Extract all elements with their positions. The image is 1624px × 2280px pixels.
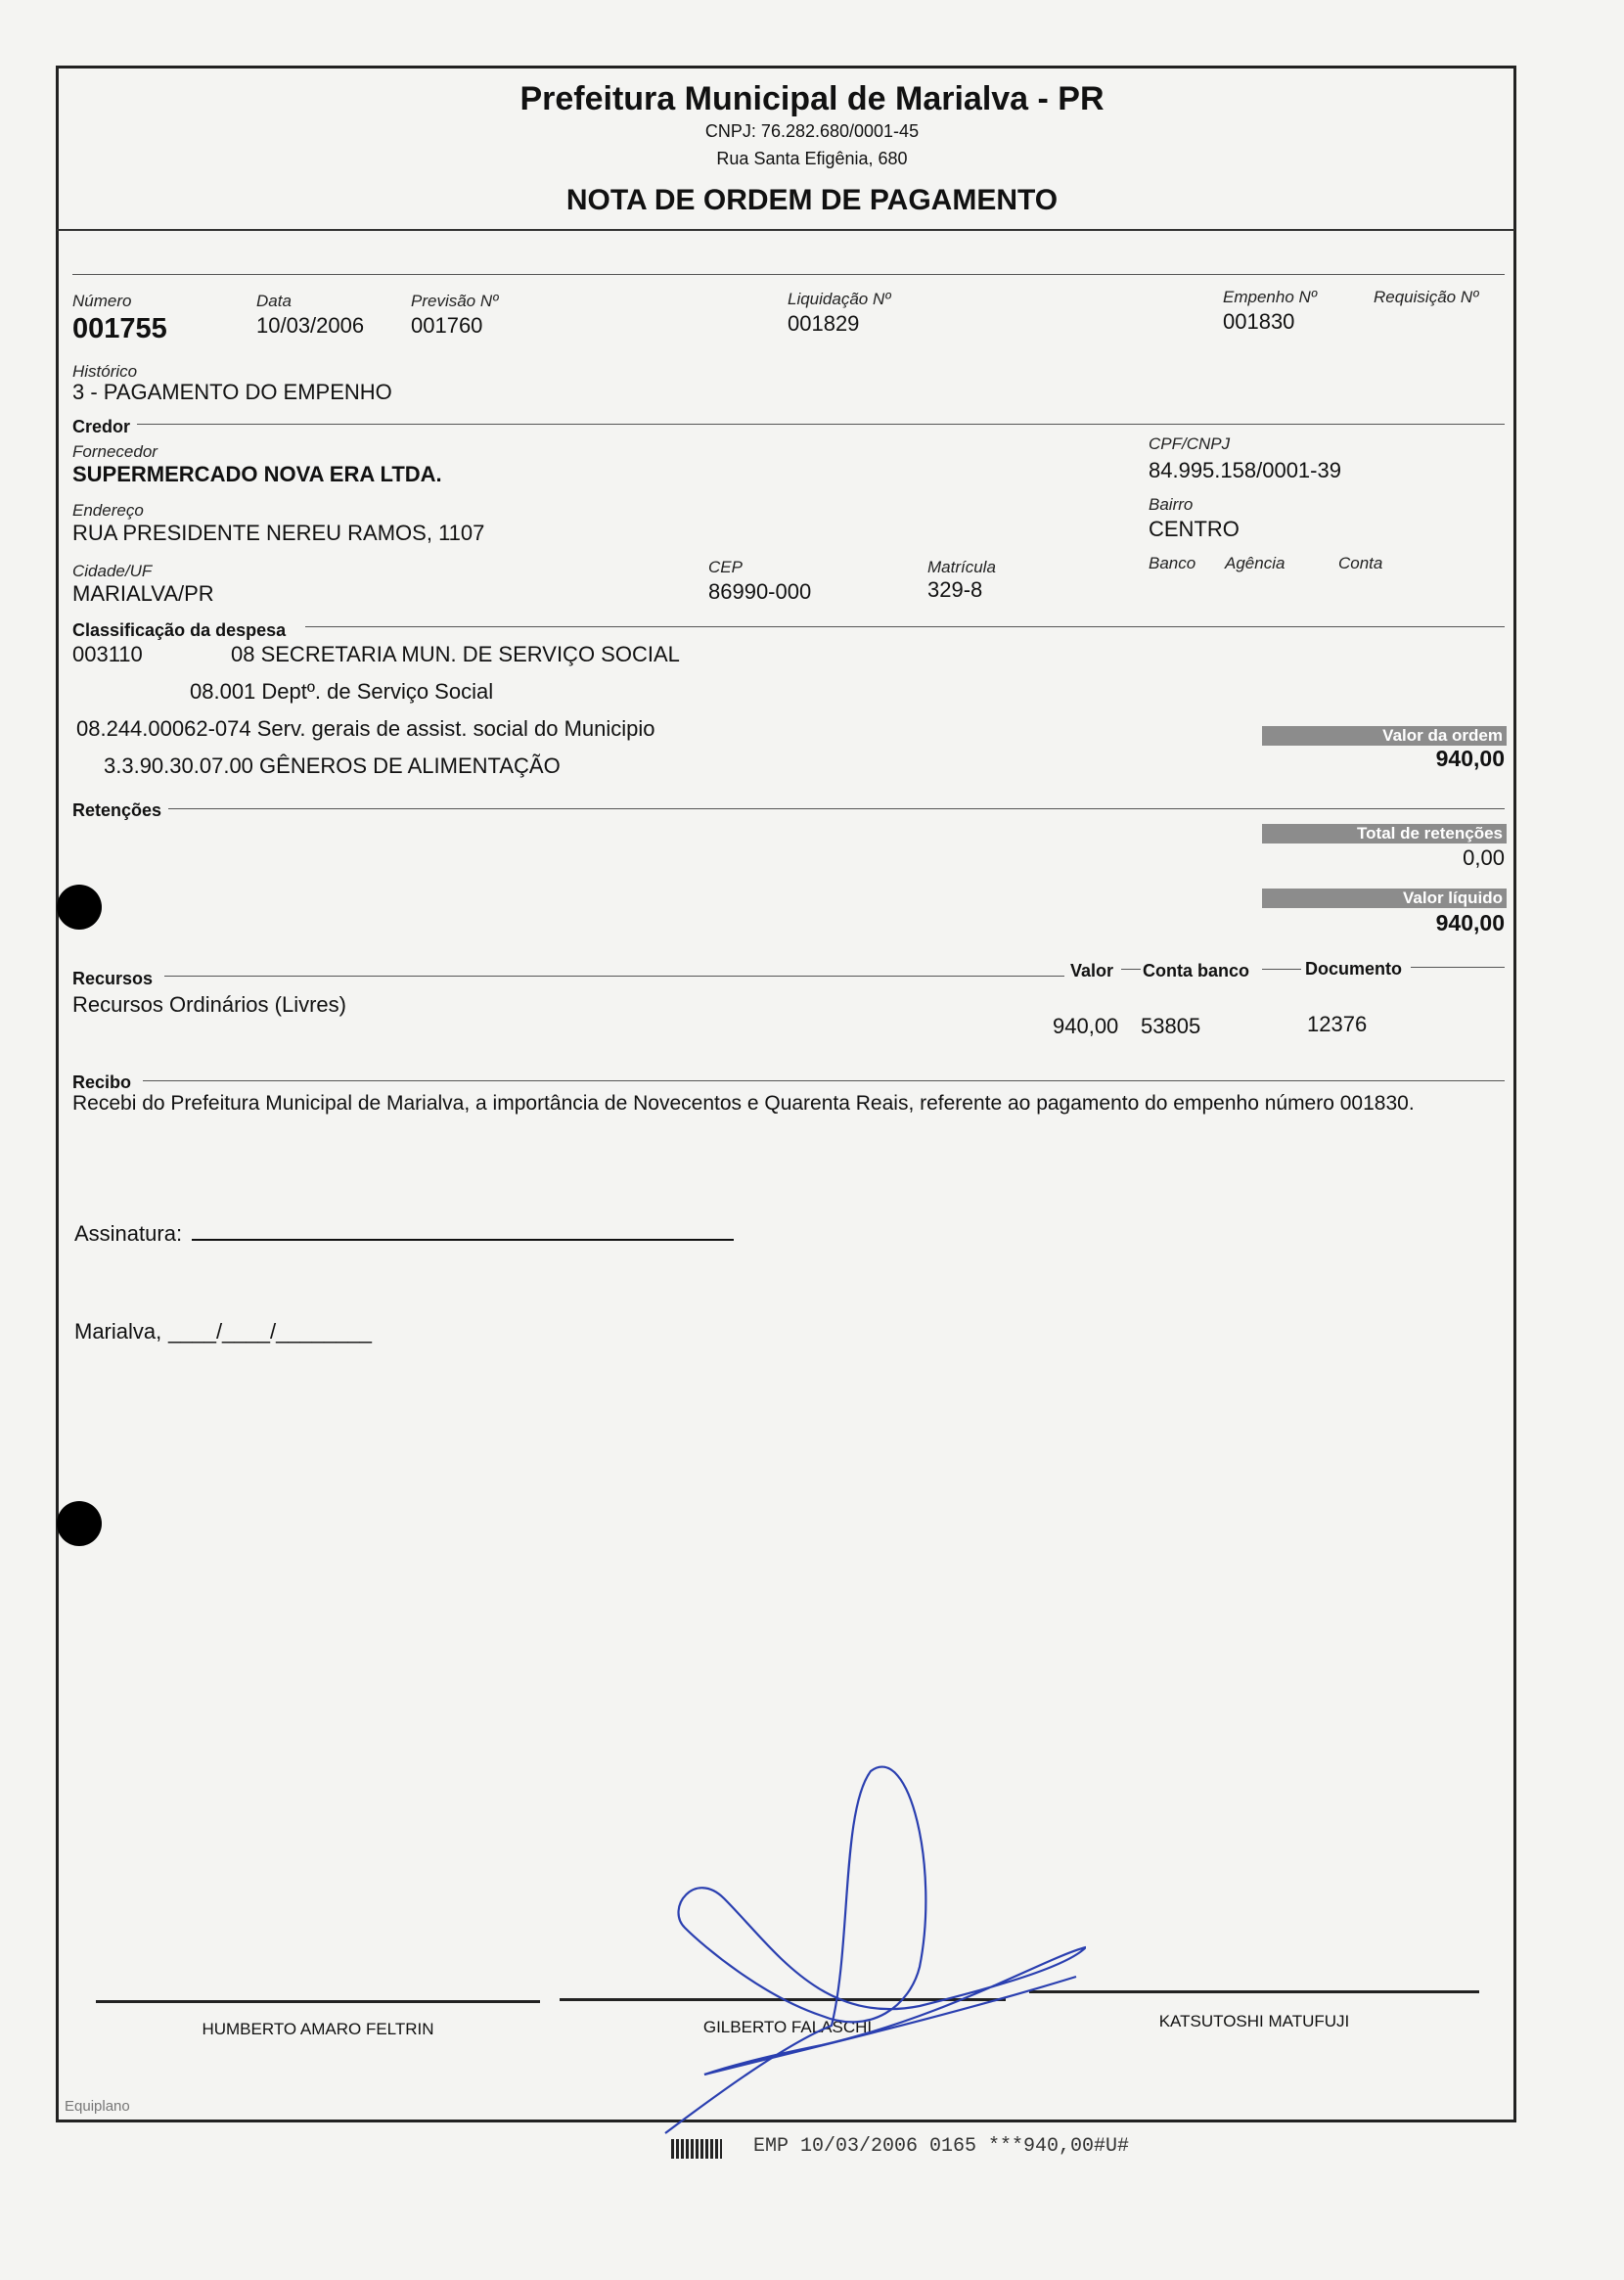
historico-value: 3 - PAGAMENTO DO EMPENHO (72, 380, 392, 404)
recursos-divider (164, 976, 1064, 977)
recursos-documento: 12376 (1307, 1012, 1368, 1036)
assinatura-label: Assinatura: (74, 1221, 183, 1246)
recursos-divider-3 (1262, 969, 1301, 970)
valor-liquido-label: Valor líquido (1402, 889, 1503, 907)
liquidacao-label: Liquidação Nº (788, 290, 891, 308)
recursos-valor-label: Valor (1070, 961, 1114, 980)
data-value: 10/03/2006 (256, 313, 365, 338)
previsao-value: 001760 (411, 313, 483, 338)
cpf-value: 84.995.158/0001-39 (1149, 458, 1341, 482)
valor-liquido-bar (1262, 889, 1507, 908)
classificacao-divider (305, 626, 1505, 627)
recibo-text: Recebi do Prefeitura Municipal de Marialva, a importância de Novecentos e Quarenta Reais, referente ao pagamento do empenho número 001830. (72, 1092, 1415, 1115)
software-name: Equiplano (65, 2098, 130, 2115)
previsao-label: Previsão Nº (411, 292, 499, 310)
credor-divider (137, 424, 1505, 425)
cep-value: 86990-000 (708, 579, 812, 604)
page-title: Prefeitura Municipal de Marialva - PR (519, 80, 1105, 117)
recursos-divider-2 (1121, 969, 1141, 970)
cidade-label: Cidade/UF (72, 562, 153, 580)
recursos-valor: 940,00 (1053, 1014, 1119, 1038)
header-address: Rua Santa Efigênia, 680 (716, 149, 908, 168)
recursos-conta-label: Conta banco (1143, 961, 1250, 980)
assinatura-line (192, 1239, 734, 1241)
numero-label: Número (72, 292, 132, 310)
bairro-value: CENTRO (1149, 517, 1240, 541)
recibo-section: Recibo (72, 1072, 132, 1092)
agencia-label: Agência (1225, 554, 1286, 572)
cpf-label: CPF/CNPJ (1149, 434, 1231, 453)
header-cnpj: CNPJ: 76.282.680/0001-45 (704, 121, 920, 141)
matricula-label: Matrícula (927, 558, 996, 576)
date-blank: ____/____/________ (168, 1319, 372, 1344)
liquidacao-value: 001829 (788, 311, 860, 336)
classificacao-line1: 08 SECRETARIA MUN. DE SERVIÇO SOCIAL (231, 642, 680, 666)
recursos-conta: 53805 (1141, 1014, 1201, 1038)
total-retencoes-value: 0,00 (1463, 845, 1505, 870)
valor-ordem-value: 940,00 (1435, 746, 1505, 771)
signatory-name: GILBERTO FALASCHI (702, 2018, 873, 2036)
classificacao-line4: 3.3.90.30.07.00 GÊNEROS DE ALIMENTAÇÃO (104, 753, 561, 778)
classificacao-line2: 08.001 Deptº. de Serviço Social (190, 679, 494, 704)
cidade-value: MARIALVA/PR (72, 581, 214, 606)
binder-hole (57, 885, 102, 930)
valor-liquido-value: 940,00 (1435, 910, 1505, 935)
signature-line (1029, 1990, 1479, 1993)
recibo-divider (143, 1080, 1505, 1081)
bairro-label: Bairro (1149, 495, 1194, 514)
empenho-value: 001830 (1223, 309, 1295, 334)
endereco-label: Endereço (72, 501, 144, 520)
endereco-value: RUA PRESIDENTE NEREU RAMOS, 1107 (72, 521, 485, 545)
retencoes-divider (168, 808, 1505, 809)
requisicao-label: Requisição Nº (1374, 288, 1479, 306)
document-title: NOTA DE ORDEM DE PAGAMENTO (565, 184, 1059, 216)
credor-section: Credor (72, 417, 131, 436)
recursos-descricao: Recursos Ordinários (Livres) (72, 992, 346, 1017)
barcode-icon (671, 2139, 722, 2159)
cep-label: CEP (708, 558, 743, 576)
banco-label: Banco (1149, 554, 1196, 572)
recursos-divider-4 (1411, 967, 1505, 968)
classificacao-section: Classificação da despesa (72, 620, 287, 640)
retencoes-section: Retenções (72, 800, 162, 820)
recursos-section: Recursos (72, 969, 154, 988)
classificacao-code: 003110 (72, 642, 143, 666)
data-label: Data (256, 292, 292, 310)
classificacao-line3: 08.244.00062-074 Serv. gerais de assist. social do Municipio (76, 716, 655, 741)
signatory-name: KATSUTOSHI MATUFUJI (1158, 2012, 1350, 2030)
valor-ordem-bar (1262, 726, 1507, 746)
local-label: Marialva, (74, 1319, 162, 1344)
conta-label: Conta (1338, 554, 1383, 572)
total-retencoes-bar (1262, 824, 1507, 844)
signatory-name: HUMBERTO AMARO FELTRIN (202, 2020, 434, 2038)
fornecedor-value: SUPERMERCADO NOVA ERA LTDA. (72, 462, 442, 486)
empenho-label: Empenho Nº (1223, 288, 1317, 306)
historico-label: Histórico (72, 362, 138, 381)
fornecedor-label: Fornecedor (72, 442, 158, 461)
binder-hole (57, 1501, 102, 1546)
recursos-documento-label: Documento (1305, 959, 1402, 979)
numero-value: 001755 (72, 313, 167, 344)
valor-ordem-label: Valor da ordem (1382, 726, 1503, 745)
payment-stamp: EMP 10/03/2006 0165 ***940,00#U# (753, 2135, 1130, 2158)
header-divider (57, 229, 1514, 231)
handwritten-signature (626, 1752, 1086, 2143)
matricula-value: 329-8 (927, 577, 983, 602)
total-retencoes-label: Total de retenções (1357, 824, 1503, 843)
info-divider (72, 274, 1505, 275)
signature-line (96, 2000, 540, 2003)
